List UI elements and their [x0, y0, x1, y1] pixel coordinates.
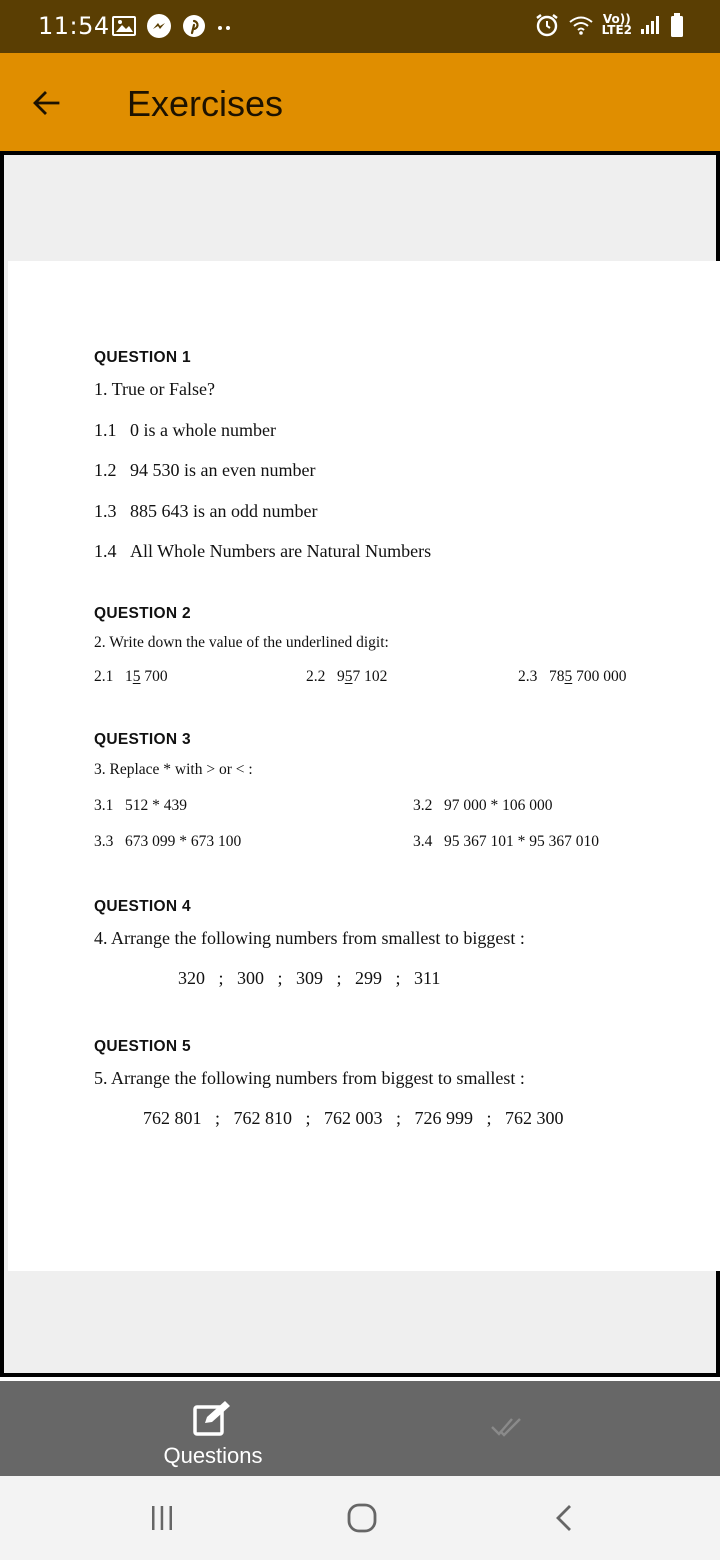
question-4-prompt: 4. Arrange the following numbers from smallest to biggest :: [94, 928, 525, 948]
number-list: 320 ; 300 ; 309 ; 299 ; 311: [178, 968, 441, 988]
item-number: 2.2: [306, 668, 326, 685]
item-number: 3.2: [413, 797, 433, 814]
item-text: 97 000 * 106 000: [444, 797, 553, 814]
item-text: All Whole Numbers are Natural Numbers: [130, 541, 432, 561]
wifi-icon: [568, 14, 594, 36]
question-1-heading: QUESTION 1: [94, 349, 191, 366]
digit-text: 700: [140, 668, 168, 685]
double-check-icon: [484, 1409, 528, 1449]
question-item: [306, 668, 387, 686]
system-navigation: [0, 1476, 720, 1560]
question-5-prompt: 5. Arrange the following numbers from biggest to smallest :: [94, 1068, 525, 1088]
question-item: [94, 668, 168, 686]
question-1-prompt: 1. True or False?: [94, 379, 215, 399]
recents-button[interactable]: [137, 1498, 187, 1538]
question-5-heading: QUESTION 5: [94, 1038, 191, 1055]
more-dots-icon: [216, 14, 232, 38]
back-chevron-icon: [550, 1503, 580, 1533]
question-item: [94, 420, 276, 441]
underlined-digit: 5: [132, 668, 141, 685]
bottom-navigation: [0, 1381, 720, 1476]
underlined-digit: 5: [564, 668, 573, 685]
item-text: 0 is a whole number: [130, 420, 276, 440]
item-number: 1.1: [94, 420, 117, 440]
signal-icon: [640, 14, 662, 36]
alarm-icon: [534, 12, 560, 38]
status-bar: [0, 0, 720, 53]
question-3-heading: QUESTION 3: [94, 731, 191, 748]
item-number: 3.1: [94, 797, 114, 814]
item-number: 1.2: [94, 460, 117, 480]
arrow-back-icon: [31, 88, 61, 118]
messenger-icon: [146, 13, 172, 39]
question-item: [94, 797, 187, 815]
system-back-button[interactable]: [540, 1498, 590, 1538]
item-number: 3.4: [413, 833, 433, 850]
item-number: 1.4: [94, 541, 117, 561]
question-item: [518, 668, 627, 686]
recents-icon: [147, 1503, 177, 1533]
gallery-icon: [112, 15, 136, 37]
underlined-digit: 5: [344, 668, 353, 685]
lte-label: LTE2: [601, 23, 632, 37]
digit-text: 78: [549, 668, 565, 685]
question-item: [94, 833, 241, 851]
question-item: [94, 460, 315, 481]
tab-questions-label: Questions: [163, 1443, 263, 1468]
network-type: [602, 14, 632, 36]
document-viewer[interactable]: [0, 151, 720, 1377]
home-icon: [345, 1501, 379, 1535]
item-text: 673 099 * 673 100: [125, 833, 242, 850]
app-bar: [0, 53, 720, 151]
question-2-heading: QUESTION 2: [94, 605, 191, 622]
pinterest-icon: [182, 14, 206, 38]
item-number: 1.3: [94, 501, 117, 521]
back-button[interactable]: [26, 83, 66, 123]
notification-icons: [112, 13, 232, 39]
system-status-icons: [534, 12, 684, 38]
digit-text: 9: [337, 668, 345, 685]
question-item: [94, 541, 431, 562]
edit-note-icon: [192, 1399, 234, 1442]
volte-label: Vo)): [602, 12, 631, 26]
page-title: Exercises: [127, 83, 284, 124]
item-text: 95 367 101 * 95 367 010: [444, 833, 599, 850]
document-page: [8, 261, 720, 1271]
item-text: 885 643 is an odd number: [130, 501, 318, 521]
home-button[interactable]: [337, 1498, 387, 1538]
number-list: 762 801 ; 762 810 ; 762 003 ; 726 999 ; 762 300: [143, 1108, 564, 1128]
item-text: 512 * 439: [125, 797, 187, 814]
status-time: 11:54: [38, 12, 110, 40]
question-3-prompt: 3. Replace * with > or < :: [94, 761, 253, 778]
item-number: 2.1: [94, 668, 114, 685]
question-4-heading: QUESTION 4: [94, 898, 191, 915]
digit-text: 7 102: [352, 668, 388, 685]
question-2-prompt: 2. Write down the value of the underlined digit:: [94, 634, 389, 651]
item-text: 94 530 is an even number: [130, 460, 316, 480]
question-item: [94, 501, 317, 522]
question-item: [413, 833, 599, 851]
viewer-background: [4, 155, 716, 1373]
digit-text: 1: [125, 668, 133, 685]
item-number: 2.3: [518, 668, 538, 685]
tab-questions[interactable]: [150, 1381, 276, 1476]
question-item: [413, 797, 553, 815]
digit-text: 700 000: [572, 668, 627, 685]
item-number: 3.3: [94, 833, 114, 850]
battery-icon: [670, 12, 684, 38]
tab-answers[interactable]: [484, 1409, 528, 1449]
